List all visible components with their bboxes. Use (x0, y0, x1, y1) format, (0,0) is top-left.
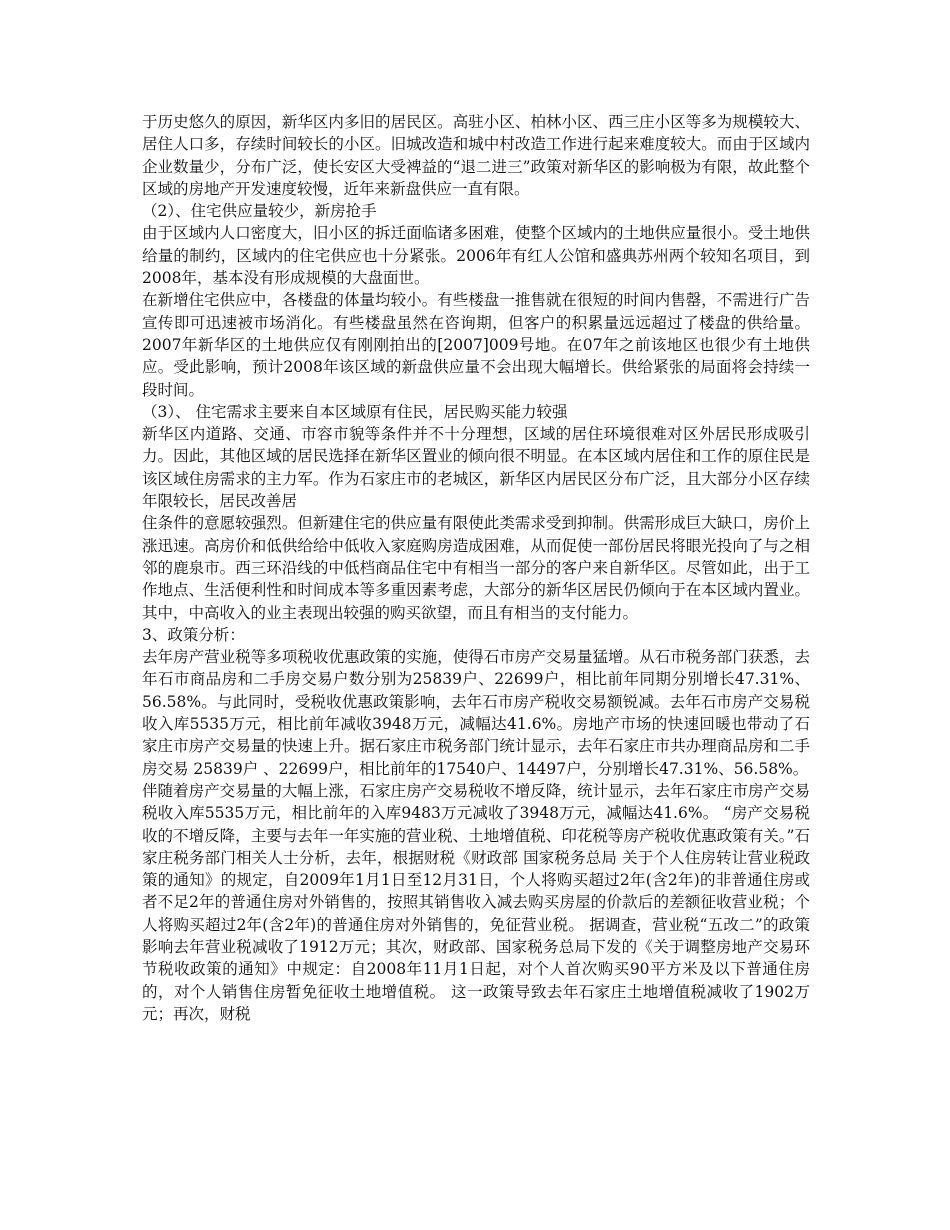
document-body (142, 111, 810, 1025)
paragraph-demand-source: 新华区内道路、交通、市容市貌等条件并不十分理想，区域的居住环境很难对区外居民形成吸引力。因此，其他区域的居民选择在新华区置业的倾向很不明显。在本区域内居住和工作的原住民是该区域住房需求的主力军。作为石家庄市的老城区，新华区内居民区分布广泛，且大部分小区存续年限较长，居民改善居 (142, 425, 810, 511)
paragraph-demand-suppressed: 住条件的意愿较强烈。但新建住宅的供应量有限使此类需求受到抑制。供需形成巨大缺口，房价上涨迅速。高房价和低供给给中低收入家庭购房造成困难，从而促使一部份居民将眼光投向了与之相邻的鹿泉市。西三环沿线的中低档商品住宅中有相当一部分的客户来自新华区。尽管如此，出于工作地点、生活便利性和时间成本等多重因素考虑，大部分的新华区居民仍倾向于在本区域内置业。其中，中高收入的业主表现出较强的购买欲望，而且有相当的支付能力。 (142, 514, 810, 622)
heading-housing-supply: （2）、住宅供应量较少，新房抢手 (142, 202, 377, 221)
paragraph-old-residential-areas: 于历史悠久的原因，新华区内多旧的居民区。高驻小区、柏林小区、西三庄小区等多为规模较大、居住人口多，存续时间较长的小区。旧城改造和城中村改造工作进行起来难度较大。而由于区域内企业数量少，分布广泛，使长安区大受裨益的“退二进三”政策对新华区的影响极为有限，故此整个区域的房地产开发速度较慢，近年来新盘供应一直有限。 (142, 113, 810, 198)
paragraph-new-supply: 在新增住宅供应中，各楼盘的体量均较小。有些楼盘一推售就在很短的时间内售罄，不需进行广告宣传即可迅速被市场消化。有些楼盘虽然在咨询期，但客户的积累量远远超过了楼盘的供给量。2007年新华区的土地供应仅有刚刚拍出的[2007]009号地。在07年之前该地区也很少有土地供应。受此影响，预计2008年该区域的新盘供应量不会出现大幅增长。供给紧张的局面将会持续一段时间。 (142, 291, 810, 399)
heading-housing-demand: （3）、 住宅需求主要来自本区域原有住民，居民购买能力较强 (142, 402, 568, 421)
paragraph-tax-revenue-decline: 伴随着房产交易量的大幅上涨，石家庄房产交易税收不增反降，统计显示，去年石家庄市房产交易税收入库5535万元，相比前年的入库9483万元减收了3948万元，减幅达41.6%。 “房产交易税收的不增反降，主要与去年一年实施的营业税、土地增值税、印花税等房产税收优惠政策有关。”石家庄税务部门相关人士分析，去年，根据财税《财政部 国家税务总局 关于个人住房转让营业税政策的通知》的规定，自2009年1月1日至12月31日，个人将购买超过2年(含2年)的非普通住房或者不足2年的普通住房对外销售的，按照其销售收入减去购买房屋的价款后的差额征收营业税；个人将购买超过2年(含2年)的普通住房对外销售的，免征营业税。 据调查，营业税“五改二”的政策影响去年营业税减收了1912万元；其次，财政部、国家税务总局下发的《关于调整房地产交易环节税收政策的通知》中规定：自2008年11月1日起，对个人首次购买90平方米及以下普通住房的，对个人销售住房暂免征收土地增值税。 这一政策导致去年石家庄土地增值税减收了1902万元；再次，财税 (142, 781, 810, 1023)
paragraph-land-supply: 由于区域内人口密度大，旧小区的拆迁面临诸多困难，使整个区域内的土地供应量很小。受土地供给量的制约，区域内的住宅供应也十分紧张。2006年有红人公馆和盛典苏州两个较知名项目，到2008年，基本没有形成规模的大盘面世。 (142, 224, 810, 288)
paragraph-tax-incentives: 去年房产营业税等多项税收优惠政策的实施，使得石市房产交易量猛增。从石市税务部门获悉，去年石市商品房和二手房交易户数分别为25839户、22699户，相比前年同期分别增长47.31%、56.58%。与此同时，受税收优惠政策影响，去年石市房产税收交易额锐减。去年石市房产交易税收入库5535万元，相比前年减收3948万元，减幅达41.6%。房地产市场的快速回暖也带动了石家庄市房产交易量的快速上升。据石家庄市税务部门统计显示，去年石家庄市共办理商品房和二手房交易 25839户 、22699户，相比前年的17540户、14497户，分别增长47.31%、56.58%。 (142, 648, 810, 778)
heading-policy-analysis: 3、政策分析： (142, 625, 245, 644)
